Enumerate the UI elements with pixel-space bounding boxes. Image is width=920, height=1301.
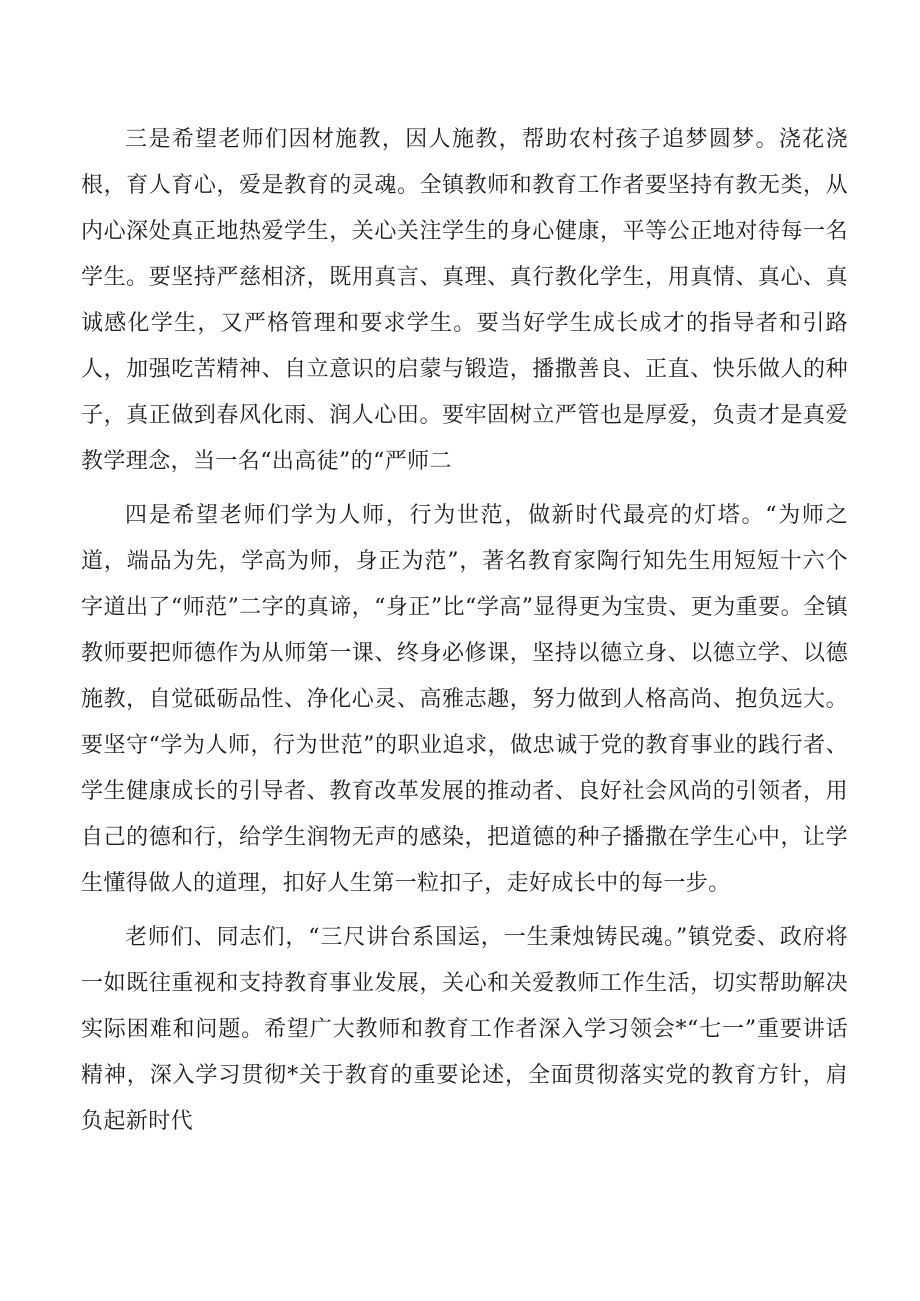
paragraph-teacher-role-model: 四是希望老师们学为人师，行为世范，做新时代最亮的灯塔。“为师之道，端品为先，学高为师，身正为范”，著名教育家陶行知先生用短短十六个字道出了“师范”二字的真谛，“身正”比“学高”显得更为宝贵、更为重要。全镇教师要把师德作为从师第一课、终身必修课，坚持以德立身、以德立学、以德施教，自觉砥砺品性、净化心灵、高雅志趣，努力做到人格高尚、抱负远大。要坚守“学为人师，行为世范”的职业追求，做忠诚于党的教育事业的践行者、学生健康成长的引导者、教育改革发展的推动者、良好社会风尚的引领者，用自己的德和行，给学生润物无声的感染，把道德的种子播撒在学生心中，让学生懂得做人的道理，扣好人生第一粒扣子，走好成长中的每一步。 [81, 503, 848, 896]
paragraph-teaching-by-aptitude: 三是希望老师们因材施教，因人施教，帮助农村孩子追梦圆梦。浇花浇根，育人育心，爱是教育的灵魂。全镇教师和教育工作者要坚持有教无类，从内心深处真正地热爱学生，关心关注学生的身心健康，平等公正地对待每一名学生。要坚持严慈相济，既用真言、真理、真行教化学生，用真情、真心、真诚感化学生，又严格管理和要求学生。要当好学生成长成才的指导者和引路人，加强吃苦精神、自立意识的启蒙与锻造，播撒善良、正直、快乐做人的种子，真正做到春风化雨、润人心田。要牢固树立严管也是厚爱，负责才是真爱教学理念，当一名“出高徒”的“严师二 [81, 127, 848, 474]
document-body [81, 117, 848, 1153]
paragraph-closing-remarks: 老师们、同志们，“三尺讲台系国运，一生秉烛铸民魂。”镇党委、政府将一如既往重视和支持教育事业发展，关心和关爱教师工作生活，切实帮助解决实际困难和问题。希望广大教师和教育工作者深入学习领会*“七一”重要讲话精神，深入学习贯彻*关于教育的重要论述，全面贯彻落实党的教育方针，肩负起新时代 [81, 925, 848, 1134]
